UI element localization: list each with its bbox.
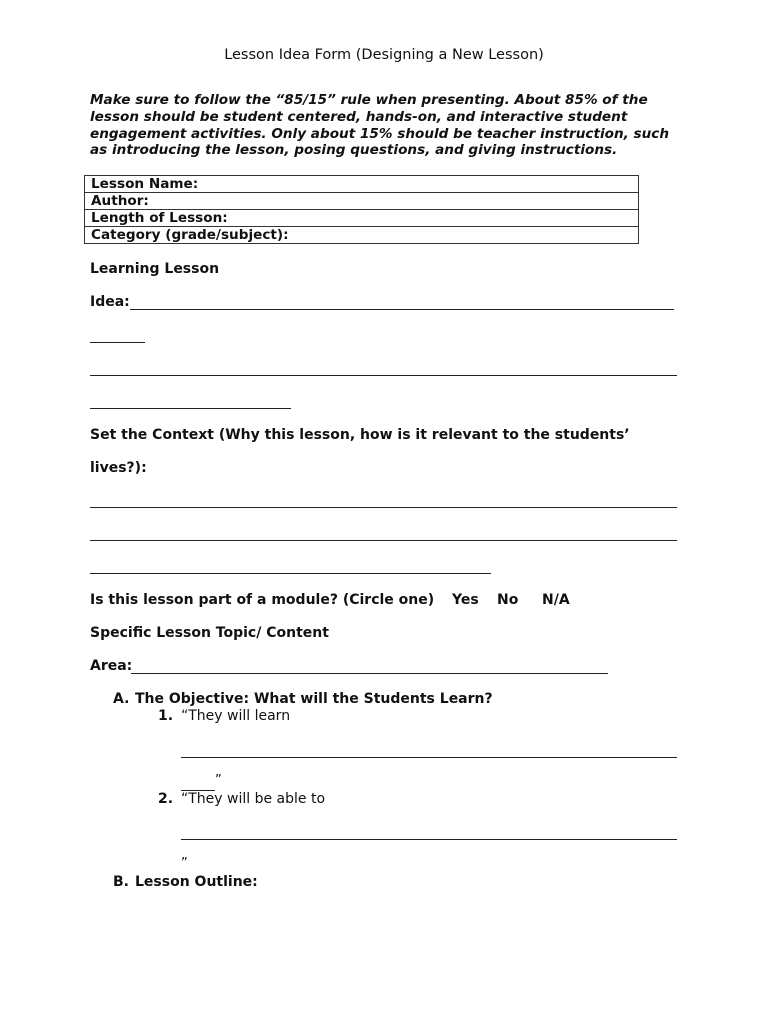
objective-item-1-text: “They will learn bbox=[181, 708, 291, 724]
objective-2-closing-quote: ” bbox=[181, 856, 188, 871]
objective-heading: The Objective: What will the Students Learn? bbox=[135, 691, 493, 707]
objective-2-answer-line[interactable] bbox=[181, 839, 677, 840]
idea-answer-line-2[interactable] bbox=[90, 342, 145, 343]
idea-answer-line-3[interactable] bbox=[90, 375, 677, 376]
table-row bbox=[85, 176, 639, 193]
area-label: Area: bbox=[90, 658, 133, 674]
objective-item-1-marker: 1. bbox=[158, 708, 174, 724]
intro-text: Make sure to follow the “85/15” rule when presenting. About 85% of the lesson should be student centered, hands-on, and interactive student engagement activities. Only about 15% should be teacher instruction, such as introducing the lesson, posing questions, and giving instructions. bbox=[90, 92, 670, 159]
area-answer-line[interactable] bbox=[131, 673, 608, 674]
option-no[interactable]: No bbox=[497, 592, 519, 608]
objective-marker: A. bbox=[113, 691, 130, 707]
lesson-info-table bbox=[84, 175, 639, 244]
lesson-name-field[interactable]: Lesson Name: bbox=[85, 176, 639, 193]
form-title: Lesson Idea Form (Designing a New Lesson) bbox=[224, 47, 544, 63]
idea-label: Idea: bbox=[90, 294, 130, 310]
idea-answer-line-1[interactable] bbox=[130, 309, 674, 310]
objective-1-answer-line-1[interactable] bbox=[181, 757, 677, 758]
table-row bbox=[85, 193, 639, 210]
category-field[interactable]: Category (grade/subject): bbox=[85, 227, 639, 244]
objective-item-2-text: “They will be able to bbox=[181, 791, 326, 807]
learning-lesson-heading: Learning Lesson bbox=[90, 261, 220, 277]
option-na[interactable]: N/A bbox=[542, 592, 570, 608]
table-row bbox=[85, 227, 639, 244]
option-yes[interactable]: Yes bbox=[452, 592, 479, 608]
objective-1-closing-quote: ” bbox=[215, 773, 222, 788]
idea-answer-line-4[interactable] bbox=[90, 408, 291, 409]
instructions-paragraph bbox=[90, 92, 680, 159]
module-question: Is this lesson part of a module? (Circle one) bbox=[90, 592, 435, 608]
author-field[interactable]: Author: bbox=[85, 193, 639, 210]
objective-item-2-marker: 2. bbox=[158, 791, 174, 807]
length-field[interactable]: Length of Lesson: bbox=[85, 210, 639, 227]
context-answer-line-3[interactable] bbox=[90, 573, 491, 574]
context-answer-line-1[interactable] bbox=[90, 507, 677, 508]
context-heading-cont: lives?): bbox=[90, 460, 147, 476]
context-answer-line-2[interactable] bbox=[90, 540, 677, 541]
outline-marker: B. bbox=[113, 874, 129, 890]
context-heading: Set the Context (Why this lesson, how is it relevant to the students’ bbox=[90, 427, 630, 443]
outline-heading: Lesson Outline: bbox=[135, 874, 258, 890]
table-row bbox=[85, 210, 639, 227]
topic-heading: Specific Lesson Topic/ Content bbox=[90, 625, 329, 641]
